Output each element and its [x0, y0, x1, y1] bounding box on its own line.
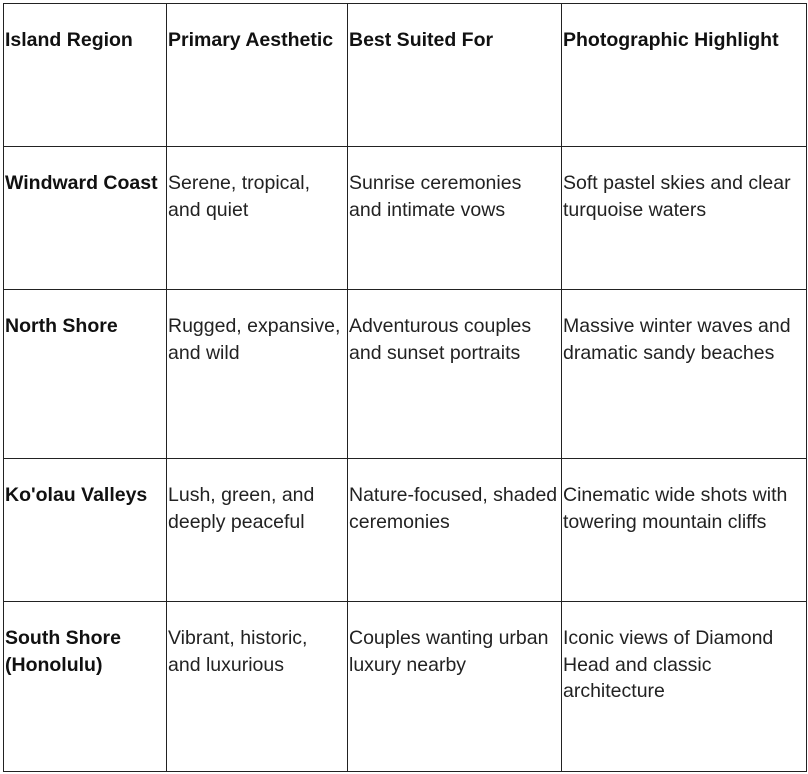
highlight-cell: Iconic views of Diamond Head and classic architecture: [562, 602, 807, 772]
highlight-cell: Cinematic wide shots with towering mountain cliffs: [562, 459, 807, 602]
suited-for-cell: Adventurous couples and sunset portraits: [348, 290, 562, 459]
aesthetic-cell: Serene, tropical, and quiet: [167, 147, 348, 290]
table-row: [4, 147, 807, 290]
region-cell: Ko'olau Valleys: [4, 459, 167, 602]
header-primary-aesthetic: Primary Aesthetic: [167, 4, 348, 147]
aesthetic-cell: Rugged, expansive, and wild: [167, 290, 348, 459]
aesthetic-cell: Lush, green, and deeply peaceful: [167, 459, 348, 602]
table-row: [4, 602, 807, 772]
region-cell: North Shore: [4, 290, 167, 459]
table-header-row: [4, 4, 807, 147]
highlight-cell: Massive winter waves and dramatic sandy beaches: [562, 290, 807, 459]
suited-for-cell: Couples wanting urban luxury nearby: [348, 602, 562, 772]
table-row: [4, 459, 807, 602]
aesthetic-cell: Vibrant, historic, and luxurious: [167, 602, 348, 772]
region-comparison-table: [3, 3, 807, 772]
table-row: [4, 290, 807, 459]
suited-for-cell: Nature-focused, shaded ceremonies: [348, 459, 562, 602]
header-island-region: Island Region: [4, 4, 167, 147]
suited-for-cell: Sunrise ceremonies and intimate vows: [348, 147, 562, 290]
header-photographic-highlight: Photographic Highlight: [562, 4, 807, 147]
region-cell: South Shore (Honolulu): [4, 602, 167, 772]
region-cell: Windward Coast: [4, 147, 167, 290]
highlight-cell: Soft pastel skies and clear turquoise waters: [562, 147, 807, 290]
header-best-suited-for: Best Suited For: [348, 4, 562, 147]
